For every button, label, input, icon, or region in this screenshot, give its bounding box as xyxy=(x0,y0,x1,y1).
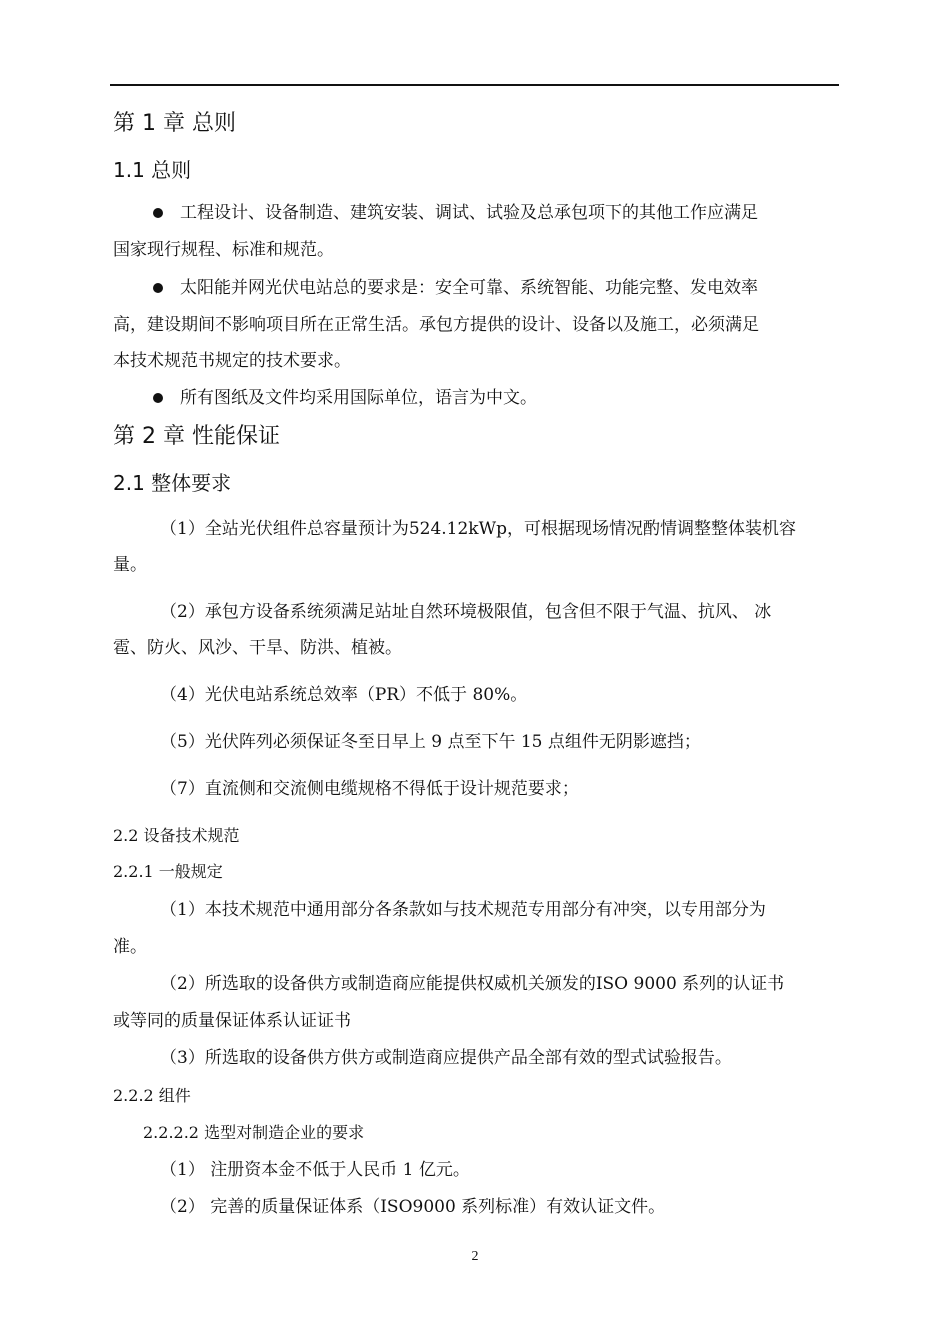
requirement-2-line-1: （2）承包方设备系统须满足站址自然环境极限值，包含但不限于气温、抗风、 冰 xyxy=(160,602,772,622)
requirement-7: （7）直流侧和交流侧电缆规格不得低于设计规范要求； xyxy=(160,779,579,799)
bullet-dot xyxy=(153,208,163,218)
header-rule xyxy=(110,84,839,86)
bullet-dot xyxy=(153,393,163,403)
bullet-1-line-1: 工程设计、设备制造、建筑安装、调试、试验及总承包项下的其他工作应满足 xyxy=(180,203,758,223)
general-1-line-2: 准。 xyxy=(113,937,147,957)
requirement-4: （4）光伏电站系统总效率（PR）不低于 80%。 xyxy=(160,685,528,705)
requirement-2-line-2: 雹、防火、风沙、干旱、防洪、植被。 xyxy=(113,638,402,658)
bullet-dot xyxy=(153,283,163,293)
chapter-1-title: 第 1 章 总则 xyxy=(113,111,236,136)
bullet-3-line-1: 所有图纸及文件均采用国际单位，语言为中文。 xyxy=(180,388,537,408)
general-1-line-1: （1）本技术规范中通用部分各条款如与技术规范专用部分有冲突，以专用部分为 xyxy=(160,900,766,920)
section-2-2-2-2-title: 2.2.2.2 选型对制造企业的要求 xyxy=(143,1123,365,1142)
general-2-line-2: 或等同的质量保证体系认证证书 xyxy=(113,1011,351,1031)
section-2-1-title: 2.1 整体要求 xyxy=(113,471,232,495)
chapter-2-title: 第 2 章 性能保证 xyxy=(113,424,280,449)
general-3-line-1: （3）所选取的设备供方供方或制造商应提供产品全部有效的型式试验报告。 xyxy=(160,1048,732,1068)
section-2-2-title: 2.2 设备技术规范 xyxy=(113,826,240,845)
section-2-2-1-title: 2.2.1 一般规定 xyxy=(113,862,223,881)
general-2-line-1: （2）所选取的设备供方或制造商应能提供权威机关颁发的ISO 9000 系列的认证书 xyxy=(160,974,785,994)
bullet-2-line-3: 本技术规范书规定的技术要求。 xyxy=(113,351,351,371)
requirement-1-line-2: 量。 xyxy=(113,555,147,575)
section-2-2-2-title: 2.2.2 组件 xyxy=(113,1086,191,1105)
bullet-2-line-1: 太阳能并网光伏电站总的要求是：安全可靠、系统智能、功能完整、发电效率 xyxy=(180,278,758,298)
section-1-1-title: 1.1 总则 xyxy=(113,158,192,182)
manufacturer-requirement-2: （2） 完善的质量保证体系（ISO9000 系列标准）有效认证文件。 xyxy=(160,1197,666,1217)
manufacturer-requirement-1: （1） 注册资本金不低于人民币 1 亿元。 xyxy=(160,1160,470,1180)
bullet-1-line-2: 国家现行规程、标准和规范。 xyxy=(113,240,334,260)
page-number: 2 xyxy=(471,1249,479,1264)
requirement-1-line-1: （1）全站光伏组件总容量预计为524.12kWp，可根据现场情况酌情调整整体装机容 xyxy=(160,519,796,539)
requirement-5: （5）光伏阵列必须保证冬至日早上 9 点至下午 15 点组件无阴影遮挡； xyxy=(160,732,701,752)
bullet-2-line-2: 高，建设期间不影响项目所在正常生活。承包方提供的设计、设备以及施工，必须满足 xyxy=(113,315,759,335)
